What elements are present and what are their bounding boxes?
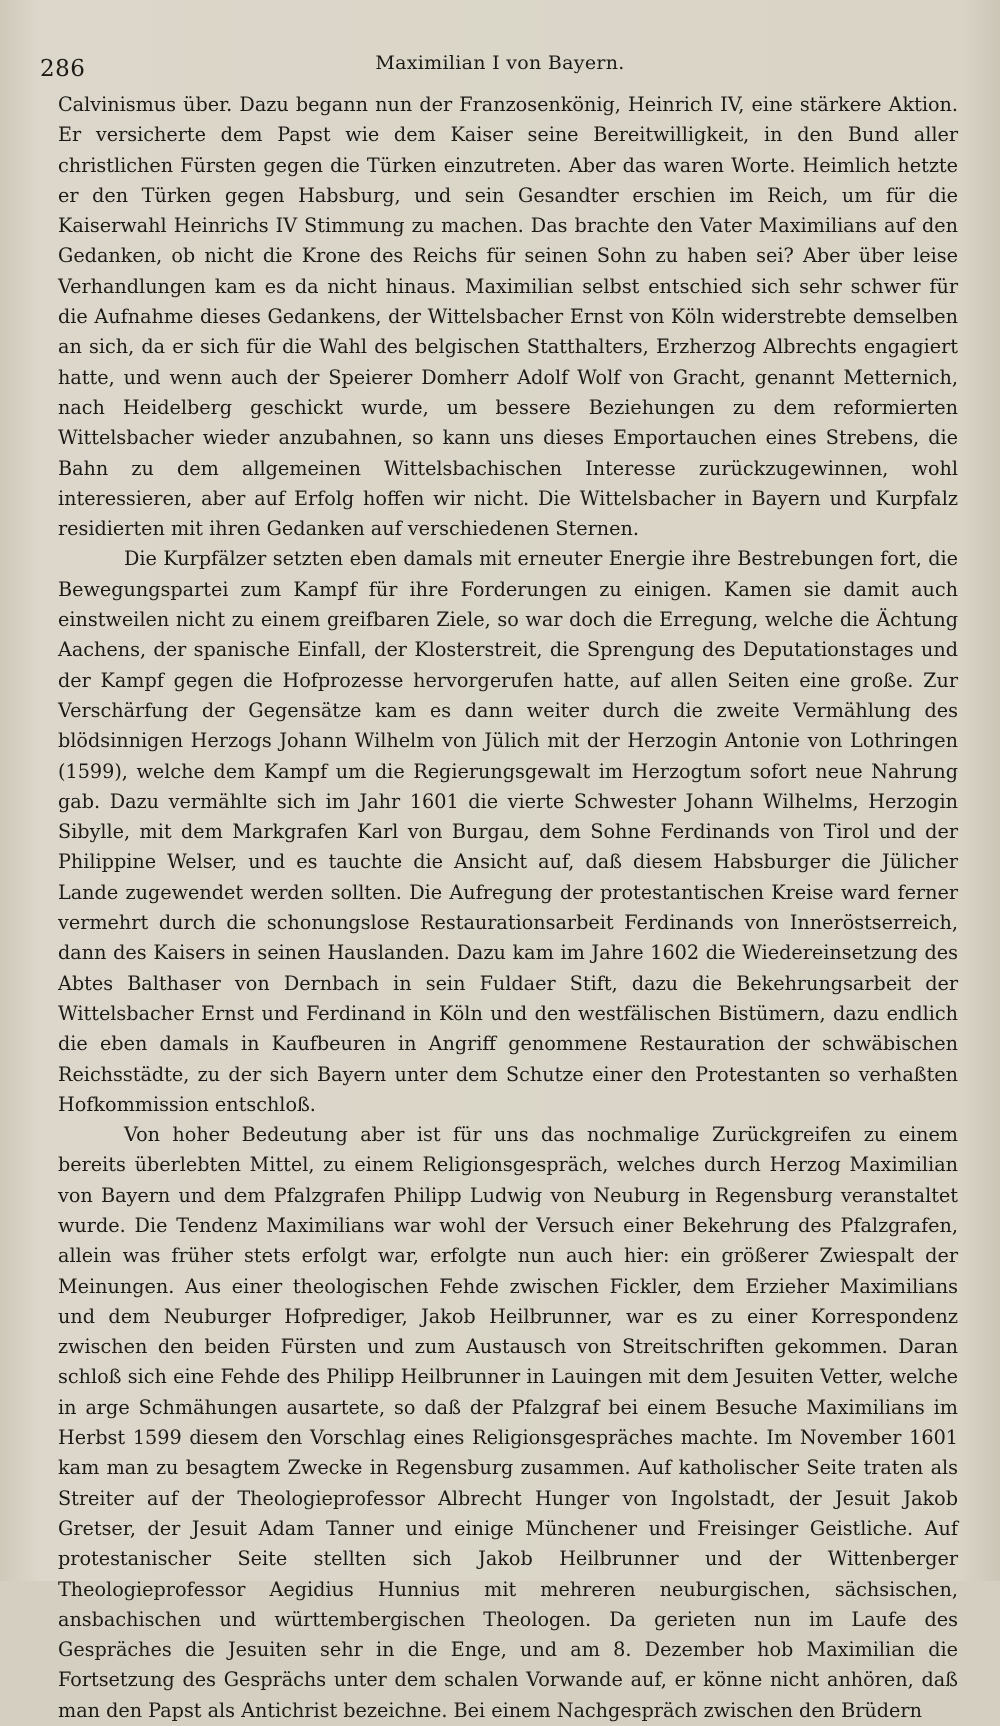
- paragraph-1: Calvinismus über. Dazu begann nun der Franzosenkönig, Heinrich IV, eine stärkere Aktion. Er versicherte dem Papst wie dem Kaiser seine Bereitwilligkeit, in den Bund aller christlichen Fürsten gegen die Türken einzutreten. Aber das waren Worte. Heimlich hetzte er den Türken gegen Habsburg, und sein Gesandter erschien im Reich, um für die Kaiserwahl Heinrichs IV Stimmung zu machen. Das brachte den Vater Maximilians auf den Gedanken, ob nicht die Krone des Reichs für seinen Sohn zu haben sei? Aber über leise Verhandlungen kam es da nicht hinaus. Maximilian selbst entschied sich sehr schwer für die Aufnahme dieses Gedankens, der Wittelsbacher Ernst von Köln widerstrebte demselben an sich, da er sich für die Wahl des belgischen Statthalters, Erzherzog Albrechts engagiert hatte, und wenn auch der Speierer Domherr Adolf Wolf von Gracht, genannt Metternich, nach Heidelberg geschickt wurde, um bessere Beziehungen zu dem reformierten Wittelsbacher wieder anzubahnen, so kann uns dieses Emportauchen eines Strebens, die Bahn zu dem allgemeinen Wittelsbachischen Interesse zurückzugewinnen, wohl interessieren, aber auf Erfolg hoffen wir nicht. Die Wittelsbacher in Bayern und Kurpfalz residierten mit ihren Gedanken auf verschiedenen Sternen.: [58, 93, 958, 541]
- body-text: [58, 90, 958, 1726]
- paragraph-3: Von hoher Bedeutung aber ist für uns das nochmalige Zurückgreifen zu einem bereits überlebten Mittel, zu einem Religionsgespräch, welches durch Herzog Maximilian von Bayern und dem Pfalzgrafen Philipp Ludwig von Neuburg in Regensburg veranstaltet wurde. Die Tendenz Maximilians war wohl der Versuch einer Bekehrung des Pfalzgrafen, allein was früher stets erfolgt war, erfolgte nun auch hier: ein größerer Zwiespalt der Meinungen. Aus einer theologischen Fehde zwischen Fickler, dem Erzieher Maximilians und dem Neuburger Hofprediger, Jakob Heilbrunner, war es zu einer Korrespondenz zwischen den beiden Fürsten und zum Austausch von Streitschriften gekommen. Daran schloß sich eine Fehde des Philipp Heilbrunner in Lauingen mit dem Jesuiten Vetter, welche in arge Schmähungen ausartete, so daß der Pfalzgraf bei einem Besuche Maximilians im Herbst 1599 diesem den Vorschlag eines Religionsgespräches machte. Im November 1601 kam man zu besagtem Zwecke in Regensburg zusammen. Auf katholischer Seite traten als Streiter auf der Theologieprofessor Albrecht Hunger von Ingolstadt, der Jesuit Jakob Gretser, der Jesuit Adam Tanner und einige Münchener und Freisinger Geistliche. Auf protestanischer Seite stellten sich Jakob Heilbrunner und der Wittenberger Theologieprofessor Aegidius Hunnius mit mehreren neuburgischen, sächsischen, ansbachischen und württembergischen Theologen. Da gerieten nun im Laufe des Gespräches die Jesuiten sehr in die Enge, und am 8. Dezember hob Maximilian die Fortsetzung des Gesprächs unter dem schalen Vorwande auf, er könne nicht anhören, daß man den Papst als Antichrist bezeichne. Bei einem Nachgespräch zwischen den Brüdern: [58, 1123, 958, 1722]
- page-number: 286: [40, 56, 86, 82]
- running-title: Maximilian I von Bayern.: [375, 52, 625, 74]
- paragraph-2: Die Kurpfälzer setzten eben damals mit erneuter Energie ihre Bestrebungen fort, die Bewegungspartei zum Kampf für ihre Forderungen zu einigen. Kamen sie damit auch einstweilen nicht zu einem greifbaren Ziele, so war doch die Erregung, welche die Ächtung Aachens, der spanische Einfall, der Klosterstreit, die Sprengung des Deputationstages und der Kampf gegen die Hofprozesse hervorgerufen hatte, auf allen Seiten eine große. Zur Verschärfung der Gegensätze kam es dann weiter durch die zweite Vermählung des blödsinnigen Herzogs Johann Wilhelm von Jülich mit der Herzogin Antonie von Lothringen (1599), welche dem Kampf um die Regierungsgewalt im Herzogtum sofort neue Nahrung gab. Dazu vermählte sich im Jahr 1601 die vierte Schwester Johann Wilhelms, Herzogin Sibylle, mit dem Markgrafen Karl von Burgau, dem Sohne Ferdinands von Tirol und der Philippine Welser, und es tauchte die Ansicht auf, daß diesem Habsburger die Jülicher Lande zugewendet werden sollten. Die Aufregung der protestantischen Kreise ward ferner vermehrt durch die schonungslose Restaurationsarbeit Ferdinands von Inneröstserreich, dann des Kaisers in seinen Hauslanden. Dazu kam im Jahre 1602 die Wiedereinsetzung des Abtes Balthaser von Dernbach in sein Fuldaer Stift, dazu die Bekehrungsarbeit der Wittelsbacher Ernst und Ferdinand in Köln und den westfälischen Bistümern, dazu endlich die eben damals in Kaufbeuren in Angriff genommene Restauration der schwäbischen Reichsstädte, zu der sich Bayern unter dem Schutze einer den Protestanten so verhaßten Hofkommission entschloß.: [58, 547, 958, 1116]
- page-header: [40, 48, 960, 88]
